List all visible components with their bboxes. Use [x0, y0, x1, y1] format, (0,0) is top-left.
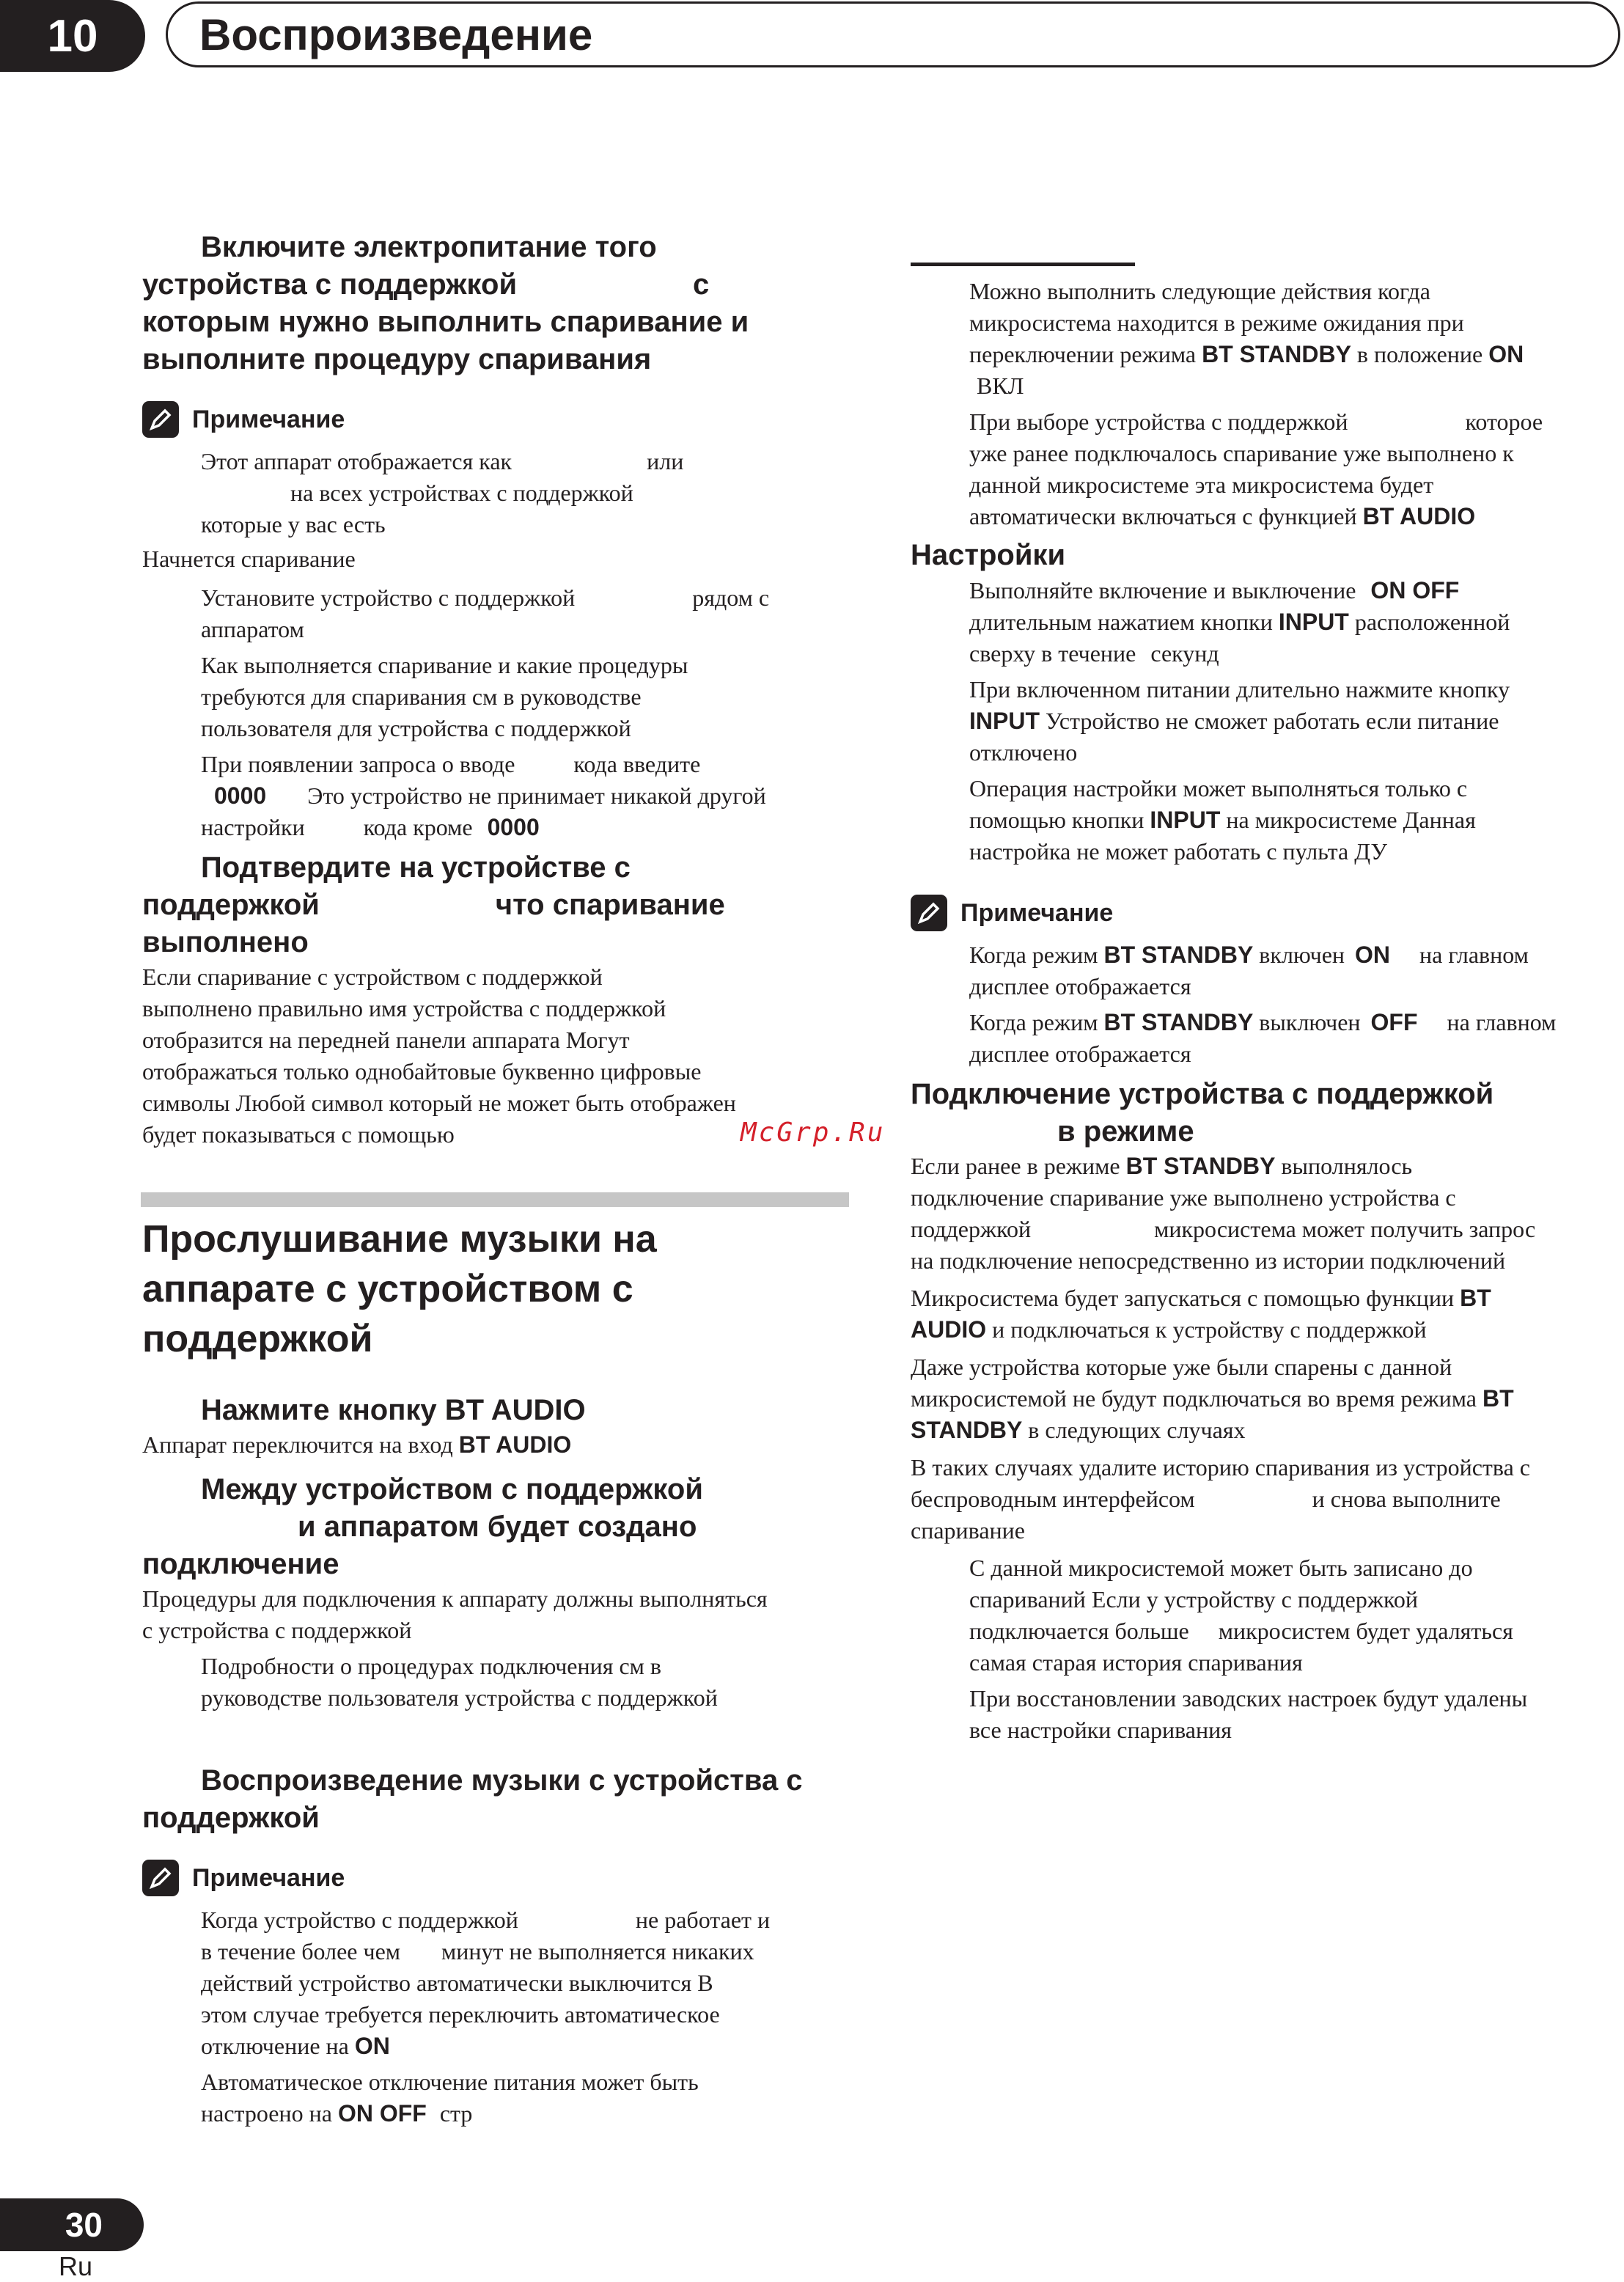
connect-bullets — [911, 1552, 1620, 1746]
step-4-bullet: Подробности о процедурах подключения см в руководстве пользователя устройства с поддержкой — [201, 1653, 718, 1711]
step-5: Воспроизведение музыки с устройства с поддержкой — [142, 1764, 803, 1834]
watermark: McGrp.Ru — [741, 1118, 886, 1148]
note-header-3: Примечание — [911, 894, 1620, 932]
step-4: Между устройством с поддержкой и аппаратом будет создано подключение — [142, 1473, 703, 1580]
step-3-description: Аппарат переключится на вход BT AUDIO — [142, 1431, 572, 1458]
list-item: С данной микросистемой может быть записано до спариваний Если у устройству с поддержкой подключается больше микросистем будет удаляться самая старая история спаривания — [969, 1555, 1513, 1676]
pencil-note-icon — [911, 895, 947, 931]
step-2: Подтвердите на устройстве с поддержкой что спаривание выполнено — [142, 851, 725, 958]
step-3: Нажмите кнопку BT AUDIO — [201, 1394, 586, 1426]
left-column — [142, 229, 861, 1151]
list-item: Выполняйте включение и выключение ON OFF длительным нажатием кнопки INPUT расположенной сверху в течение секунд — [969, 577, 1510, 667]
note-1-text: Этот аппарат отображается как или на всех устройствах с поддержкой которые у вас есть — [201, 448, 684, 538]
chapter-number: 10 — [47, 10, 98, 62]
pencil-note-icon — [142, 401, 179, 438]
note-header-1: Примечание — [142, 400, 861, 439]
list-item: При появлении запроса о вводе кода введите 0000 Это устройство не принимает никакой другой настройки кода кроме 0000 — [201, 751, 766, 840]
bullet-list-1 — [142, 582, 861, 843]
page-title: Воспроизведение — [199, 10, 593, 59]
page-language: Ru — [59, 2251, 93, 2281]
list-item: Как выполняется спаривание и какие процедуры требуются для спаривания см в руководстве пользователя для устройства с поддержкой — [201, 652, 688, 741]
list-item: При восстановлении заводских настроек будут удалены все настройки спаривания — [969, 1685, 1528, 1743]
connect-paragraph-1: Если ранее в режиме BT STANDBY выполнялось подключение спаривание уже выполнено устройства с поддержкой микросистема может получить запрос на подключение непосредственно из истории подключений — [911, 1153, 1536, 1274]
standby-paragraph: Можно выполнить следующие действия когда микросистема находится в режиме ожидания при переключении режима BT STANDBY в положение ON ВКЛ — [969, 278, 1524, 399]
settings-list — [911, 575, 1620, 867]
auto-on-paragraph: При выборе устройства с поддержкой которое уже ранее подключалось спаривание уже выполнено к данной микросистеме эта микросистема будет автоматически включаться с функцией BT AUDIO — [969, 408, 1543, 529]
note-3-text — [911, 939, 1620, 1070]
connect-paragraph-3: Даже устройства которые уже были спарены с данной микросистемой не будут подключаться во время режима BT STANDBY в следующих случаях — [911, 1354, 1514, 1443]
step-1: Включите электропитание того устройства с поддержкой с которым нужно выполнить спаривание и выполните процедуру спаривания — [142, 231, 749, 375]
list-item: Автоматическое отключение питания может быть настроено на ON OFF стр — [201, 2069, 699, 2127]
pencil-note-icon — [142, 1860, 179, 1896]
section-divider-bar — [141, 1192, 849, 1207]
left-column-section — [142, 1214, 861, 2129]
right-column — [911, 276, 1620, 1746]
pairing-result-paragraph: Если спаривание с устройством с поддержкой выполнено правильно имя устройства с поддержкой отобразится на передней панели аппарата Могут отображаться только однобайтовые буквенно цифровые символы Любой символ который не может быть отображен будет показываться с помощью — [142, 964, 736, 1148]
pairing-start-text: Начнется спаривание — [142, 546, 356, 572]
connect-title: Подключение устройства с поддержкой в режиме — [911, 1078, 1494, 1148]
list-item: Операция настройки может выполняться только с помощью кнопки INPUT на микросистеме Данная настройка не может работать с пульта ДУ — [969, 775, 1476, 865]
page-number-tab — [0, 2198, 144, 2251]
chapter-number-tab — [0, 0, 145, 72]
list-item: При включенном питании длительно нажмите кнопку INPUT Устройство не сможет работать если питание отключено — [969, 676, 1510, 766]
list-item: Когда устройство с поддержкой не работает и в течение более чем минут не выполняется никаких действий устройство автоматически выключится В этом случае требуется переключить автоматическое отключение на ON — [201, 1907, 771, 2059]
note-header-2: Примечание — [142, 1859, 861, 1897]
section-title: Прослушивание музыки на аппарате с устройством с поддержкой — [142, 1218, 657, 1360]
column-rule — [911, 263, 1135, 266]
list-item: Когда режим BT STANDBY включен ON на главном дисплее отображается — [969, 942, 1529, 999]
step-4-description: Процедуры для подключения к аппарату должны выполняться с устройства с поддержкой — [142, 1585, 768, 1643]
connect-paragraph-2: Микросистема будет запускаться с помощью функции BT AUDIO и подключаться к устройству с поддержкой — [911, 1285, 1491, 1343]
connect-paragraph-4: В таких случаях удалите историю спаривания из устройства с беспроводным интерфейсом и снова выполните спаривание — [911, 1454, 1530, 1544]
list-item: Когда режим BT STANDBY выключен OFF на главном дисплее отображается — [969, 1009, 1557, 1067]
list-item: Установите устройство с поддержкой рядом с аппаратом — [201, 584, 770, 642]
page-number: 30 — [65, 2206, 103, 2244]
settings-title: Настройки — [911, 539, 1066, 571]
note-2-text — [142, 1904, 861, 2129]
